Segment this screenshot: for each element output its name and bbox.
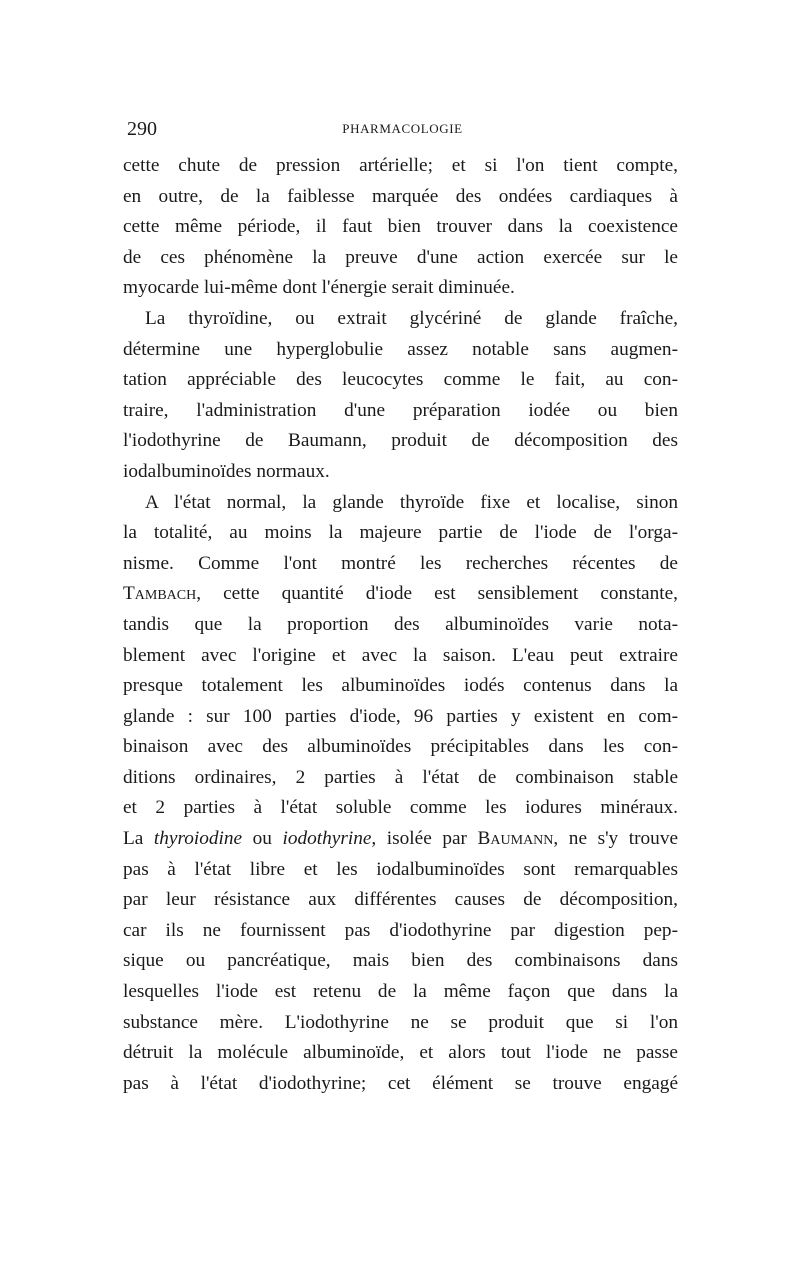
text-line: détermine une hyperglobulie assez notable sans augmen-	[123, 338, 678, 360]
text-line: tandis que la proportion des albuminoïdes varie nota-	[123, 613, 678, 635]
text-line: par leur résistance aux différentes causes de décomposition,	[123, 889, 678, 911]
author-name-baumann: Baumann	[477, 828, 554, 850]
text-line: sique ou pancréatique, mais bien des combinaisons dans	[123, 950, 678, 972]
text-line: presque totalement les albuminoïdes iodés contenus dans la	[123, 675, 678, 697]
paragraph-continuation	[123, 151, 678, 304]
text-line: A l'état normal, la glande thyroïde fixe et localise, sinon	[145, 491, 678, 513]
page-header	[127, 117, 678, 141]
text-line: la totalité, au moins la majeure partie de l'iode de l'orga-	[123, 522, 678, 544]
text-line: l'iodothyrine de Baumann, produit de décomposition des	[123, 430, 678, 452]
text-line: tation appréciable des leucocytes comme le fait, au con-	[123, 369, 678, 391]
term-thyroiodine: thyroiodine	[153, 828, 243, 850]
text-line: traire, l'administration d'une préparation iodée ou bien	[123, 399, 678, 421]
text-line: nisme. Comme l'ont montré les recherches récentes de	[123, 552, 678, 574]
text-line: car ils ne fournissent pas d'iodothyrine par digestion pep-	[123, 919, 678, 941]
text-line: pas à l'état libre et les iodalbuminoïdes sont remarquables	[123, 858, 678, 880]
text-line: ditions ordinaires, 2 parties à l'état de combinaison stable	[123, 766, 678, 788]
text-line: Tambach, cette quantité d'iode est sensiblement constante,	[123, 583, 678, 605]
text-line: en outre, de la faiblesse marquée des ondées cardiaques à	[123, 185, 678, 207]
running-head: PHARMACOLOGIE	[342, 121, 463, 136]
text-line: binaison avec des albuminoïdes précipitables dans les con-	[123, 736, 678, 758]
text-line: substance mère. L'iodothyrine ne se produit que si l'on	[123, 1011, 678, 1033]
text-line: de ces phénomène la preuve d'une action exercée sur le	[123, 246, 678, 268]
text-line: La thyroiodine ou iodothyrine, isolée par Baumann, ne s'y trouve	[123, 828, 679, 850]
text-line: cette chute de pression artérielle; et si l'on tient compte,	[123, 155, 678, 176]
author-name-tambach: Tambach	[123, 583, 197, 605]
paragraph-etat-normal	[123, 488, 678, 1100]
term-iodothyrine: iodothyrine	[282, 828, 372, 850]
text-line: lesquelles l'iode est retenu de la même façon que dans la	[123, 981, 678, 1003]
text-line: blement avec l'origine et avec la saison. L'eau peut extraire	[123, 644, 678, 666]
page-number: 290	[127, 118, 157, 140]
text-line: pas à l'état d'iodothyrine; cet élément se trouve engagé	[123, 1072, 678, 1094]
text-line: et 2 parties à l'état soluble comme les iodures minéraux.	[123, 797, 678, 819]
body-text	[123, 151, 678, 1099]
text-line: La thyroïdine, ou extrait glycériné de glande fraîche,	[145, 307, 678, 329]
text-line: myocarde lui-même dont l'énergie serait diminuée.	[123, 277, 515, 299]
text-line: cette même période, il faut bien trouver dans la coexistence	[123, 216, 678, 238]
text-line: iodalbuminoïdes normaux.	[123, 460, 330, 482]
text-line: glande : sur 100 parties d'iode, 96 parties y existent en com-	[123, 705, 678, 727]
paragraph-thyroidine	[123, 304, 678, 488]
text-line: détruit la molécule albuminoïde, et alors tout l'iode ne passe	[123, 1042, 678, 1064]
